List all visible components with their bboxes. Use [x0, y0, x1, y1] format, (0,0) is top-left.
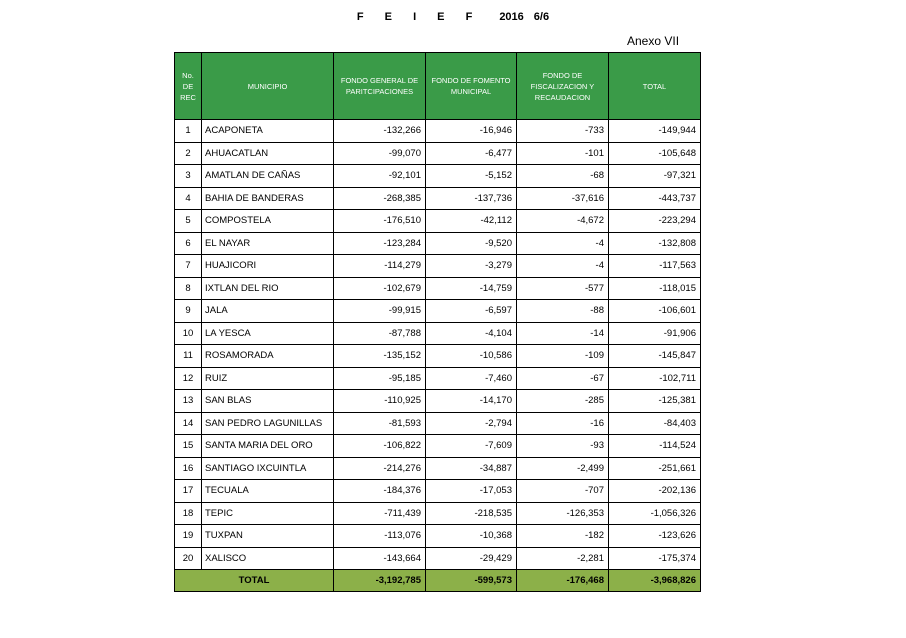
cell-fgp: -176,510 [334, 210, 426, 233]
cell-fgp: -113,076 [334, 525, 426, 548]
cell-total: -132,808 [609, 232, 701, 255]
table-header-row [175, 53, 701, 120]
totals-total: -3,968,826 [609, 570, 701, 592]
table-row [175, 300, 701, 323]
cell-ffm: -6,477 [426, 142, 517, 165]
cell-total: -105,648 [609, 142, 701, 165]
table-row [175, 547, 701, 570]
table-row [175, 412, 701, 435]
cell-total: -202,136 [609, 480, 701, 503]
table-row [175, 367, 701, 390]
cell-total: -1,056,326 [609, 502, 701, 525]
cell-no: 20 [175, 547, 202, 570]
table-row [175, 187, 701, 210]
cell-ffr: -4 [517, 255, 609, 278]
cell-municipio: SAN PEDRO LAGUNILLAS [202, 412, 334, 435]
totals-ffr: -176,468 [517, 570, 609, 592]
cell-ffr: -67 [517, 367, 609, 390]
table-row [175, 232, 701, 255]
cell-total: -84,403 [609, 412, 701, 435]
cell-no: 9 [175, 300, 202, 323]
cell-no: 5 [175, 210, 202, 233]
cell-ffr: -707 [517, 480, 609, 503]
cell-municipio: TUXPAN [202, 525, 334, 548]
cell-ffr: -88 [517, 300, 609, 323]
col-header-no: No. DE REC [175, 53, 202, 120]
cell-municipio: IXTLAN DEL RIO [202, 277, 334, 300]
cell-ffm: -2,794 [426, 412, 517, 435]
cell-no: 10 [175, 322, 202, 345]
cell-ffr: -16 [517, 412, 609, 435]
cell-fgp: -102,679 [334, 277, 426, 300]
cell-municipio: JALA [202, 300, 334, 323]
cell-ffr: -285 [517, 390, 609, 413]
cell-fgp: -132,266 [334, 120, 426, 143]
cell-no: 7 [175, 255, 202, 278]
cell-municipio: BAHIA DE BANDERAS [202, 187, 334, 210]
title-feief: F E I E F [356, 11, 482, 23]
cell-ffm: -6,597 [426, 300, 517, 323]
cell-ffr: -14 [517, 322, 609, 345]
cell-municipio: SANTA MARIA DEL ORO [202, 435, 334, 458]
cell-total: -175,374 [609, 547, 701, 570]
table-row [175, 120, 701, 143]
totals-ffm: -599,573 [426, 570, 517, 592]
cell-ffm: -218,535 [426, 502, 517, 525]
cell-ffr: -126,353 [517, 502, 609, 525]
cell-no: 3 [175, 165, 202, 188]
cell-total: -251,661 [609, 457, 701, 480]
cell-fgp: -81,593 [334, 412, 426, 435]
col-header-municipio: MUNICIPIO [202, 53, 334, 120]
cell-fgp: -106,822 [334, 435, 426, 458]
cell-no: 1 [175, 120, 202, 143]
cell-total: -106,601 [609, 300, 701, 323]
cell-ffm: -16,946 [426, 120, 517, 143]
cell-total: -149,944 [609, 120, 701, 143]
title-period: 6/6 [533, 11, 550, 23]
cell-no: 4 [175, 187, 202, 210]
cell-municipio: AHUACATLAN [202, 142, 334, 165]
cell-ffm: -10,368 [426, 525, 517, 548]
cell-ffm: -29,429 [426, 547, 517, 570]
cell-municipio: XALISCO [202, 547, 334, 570]
cell-fgp: -95,185 [334, 367, 426, 390]
cell-total: -443,737 [609, 187, 701, 210]
col-header-fgp: FONDO GENERAL DE PARITCIPACIONES [334, 53, 426, 120]
cell-ffm: -7,460 [426, 367, 517, 390]
cell-ffm: -17,053 [426, 480, 517, 503]
totals-fgp: -3,192,785 [334, 570, 426, 592]
cell-municipio: COMPOSTELA [202, 210, 334, 233]
cell-fgp: -110,925 [334, 390, 426, 413]
cell-total: -223,294 [609, 210, 701, 233]
cell-ffm: -5,152 [426, 165, 517, 188]
cell-ffm: -9,520 [426, 232, 517, 255]
cell-no: 16 [175, 457, 202, 480]
table-row [175, 457, 701, 480]
cell-ffm: -34,887 [426, 457, 517, 480]
totals-label: TOTAL [175, 570, 334, 592]
cell-ffr: -37,616 [517, 187, 609, 210]
cell-no: 12 [175, 367, 202, 390]
table-row [175, 210, 701, 233]
cell-ffm: -3,279 [426, 255, 517, 278]
cell-fgp: -214,276 [334, 457, 426, 480]
cell-total: -102,711 [609, 367, 701, 390]
cell-fgp: -114,279 [334, 255, 426, 278]
feief-table [174, 52, 701, 592]
annex-label: Anexo VII [627, 34, 680, 48]
cell-municipio: HUAJICORI [202, 255, 334, 278]
cell-no: 14 [175, 412, 202, 435]
cell-no: 18 [175, 502, 202, 525]
cell-total: -117,563 [609, 255, 701, 278]
cell-ffr: -109 [517, 345, 609, 368]
cell-fgp: -143,664 [334, 547, 426, 570]
cell-total: -97,321 [609, 165, 701, 188]
cell-municipio: TEPIC [202, 502, 334, 525]
cell-ffr: -93 [517, 435, 609, 458]
cell-ffm: -14,759 [426, 277, 517, 300]
cell-ffr: -4 [517, 232, 609, 255]
cell-municipio: LA YESCA [202, 322, 334, 345]
table-row [175, 322, 701, 345]
cell-municipio: SANTIAGO IXCUINTLA [202, 457, 334, 480]
cell-municipio: RUIZ [202, 367, 334, 390]
cell-ffr: -733 [517, 120, 609, 143]
cell-ffr: -4,672 [517, 210, 609, 233]
cell-no: 11 [175, 345, 202, 368]
cell-no: 17 [175, 480, 202, 503]
table-row [175, 390, 701, 413]
cell-total: -123,626 [609, 525, 701, 548]
cell-ffm: -137,736 [426, 187, 517, 210]
table-row [175, 480, 701, 503]
cell-municipio: SAN BLAS [202, 390, 334, 413]
cell-municipio: ROSAMORADA [202, 345, 334, 368]
table-row [175, 277, 701, 300]
cell-total: -145,847 [609, 345, 701, 368]
cell-ffm: -4,104 [426, 322, 517, 345]
cell-no: 15 [175, 435, 202, 458]
cell-ffr: -101 [517, 142, 609, 165]
cell-ffr: -68 [517, 165, 609, 188]
cell-fgp: -135,152 [334, 345, 426, 368]
cell-ffm: -14,170 [426, 390, 517, 413]
cell-no: 13 [175, 390, 202, 413]
col-header-total: TOTAL [609, 53, 701, 120]
cell-fgp: -711,439 [334, 502, 426, 525]
totals-row [175, 570, 701, 592]
cell-ffr: -2,281 [517, 547, 609, 570]
cell-ffr: -577 [517, 277, 609, 300]
cell-municipio: TECUALA [202, 480, 334, 503]
table-row [175, 165, 701, 188]
table-row [175, 502, 701, 525]
cell-fgp: -99,070 [334, 142, 426, 165]
cell-total: -118,015 [609, 277, 701, 300]
cell-total: -114,524 [609, 435, 701, 458]
document-title [0, 11, 906, 23]
table-row [175, 525, 701, 548]
table-row [175, 345, 701, 368]
table-row [175, 435, 701, 458]
col-header-ffr: FONDO DE FISCALIZACION Y RECAUDACION [517, 53, 609, 120]
title-year: 2016 [499, 11, 524, 23]
cell-fgp: -268,385 [334, 187, 426, 210]
cell-ffm: -42,112 [426, 210, 517, 233]
cell-fgp: -87,788 [334, 322, 426, 345]
cell-ffm: -10,586 [426, 345, 517, 368]
cell-no: 2 [175, 142, 202, 165]
cell-ffr: -182 [517, 525, 609, 548]
cell-ffm: -7,609 [426, 435, 517, 458]
cell-fgp: -123,284 [334, 232, 426, 255]
table-row [175, 142, 701, 165]
cell-fgp: -184,376 [334, 480, 426, 503]
cell-municipio: AMATLAN DE CAÑAS [202, 165, 334, 188]
table-row [175, 255, 701, 278]
cell-fgp: -92,101 [334, 165, 426, 188]
cell-no: 6 [175, 232, 202, 255]
cell-municipio: EL NAYAR [202, 232, 334, 255]
cell-total: -91,906 [609, 322, 701, 345]
col-header-ffm: FONDO DE FOMENTO MUNICIPAL [426, 53, 517, 120]
cell-no: 19 [175, 525, 202, 548]
cell-municipio: ACAPONETA [202, 120, 334, 143]
cell-fgp: -99,915 [334, 300, 426, 323]
cell-ffr: -2,499 [517, 457, 609, 480]
cell-no: 8 [175, 277, 202, 300]
cell-total: -125,381 [609, 390, 701, 413]
